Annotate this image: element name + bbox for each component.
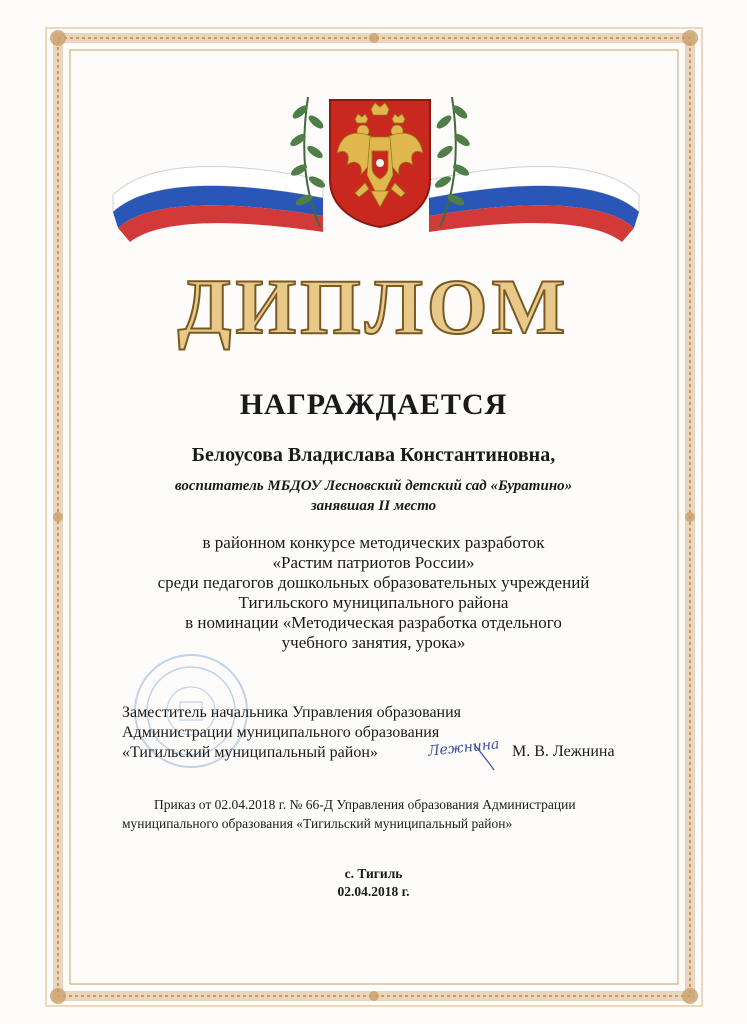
handwritten-signature <box>424 730 514 772</box>
description-line: среди педагогов дошкольных образовательных учреждений <box>157 573 590 592</box>
signatory-line: «Тигильский муниципальный район» <box>122 744 378 761</box>
place-date <box>0 865 747 901</box>
description-line: в районном конкурсе методических разработок <box>202 533 545 552</box>
signatory-line: Заместитель начальника Управления образования <box>122 704 462 721</box>
document-title: ДИПЛОМ <box>177 263 570 350</box>
recipient-name: Белоусова Владислава Константиновна, <box>191 444 556 466</box>
recipient-position: воспитатель МБДОУ Лесновский детский сад «Буратино» <box>174 478 573 494</box>
award-description <box>0 533 747 653</box>
place-taken: занявшая II место <box>310 498 437 514</box>
description-line: в номинации «Методическая разработка отдельного <box>185 613 562 632</box>
order-line: муниципального образования «Тигильский муниципальный район» <box>122 816 513 831</box>
signatory-line: Администрации муниципального образования <box>122 724 440 741</box>
russian-coat-of-arms-icon <box>325 95 435 230</box>
signature-text: Лежнина <box>427 736 501 760</box>
signer-name: М. В. Лежнина <box>512 743 615 760</box>
order-reference <box>122 795 632 833</box>
signatory-title <box>122 703 461 763</box>
laurel-right-icon <box>430 92 470 232</box>
description-line: учебного занятия, урока» <box>281 633 466 652</box>
order-line: Приказ от 02.04.2018 г. № 66-Д Управления образования Администрации <box>154 797 576 812</box>
description-line: Тигильского муниципального района <box>238 593 509 612</box>
city: с. Тигиль <box>344 866 403 881</box>
awarded-heading: НАГРАЖДАЕТСЯ <box>239 388 508 421</box>
description-line: «Растим патриотов России» <box>272 553 475 572</box>
issue-date: 02.04.2018 г. <box>337 884 410 899</box>
laurel-left-icon <box>290 92 330 232</box>
